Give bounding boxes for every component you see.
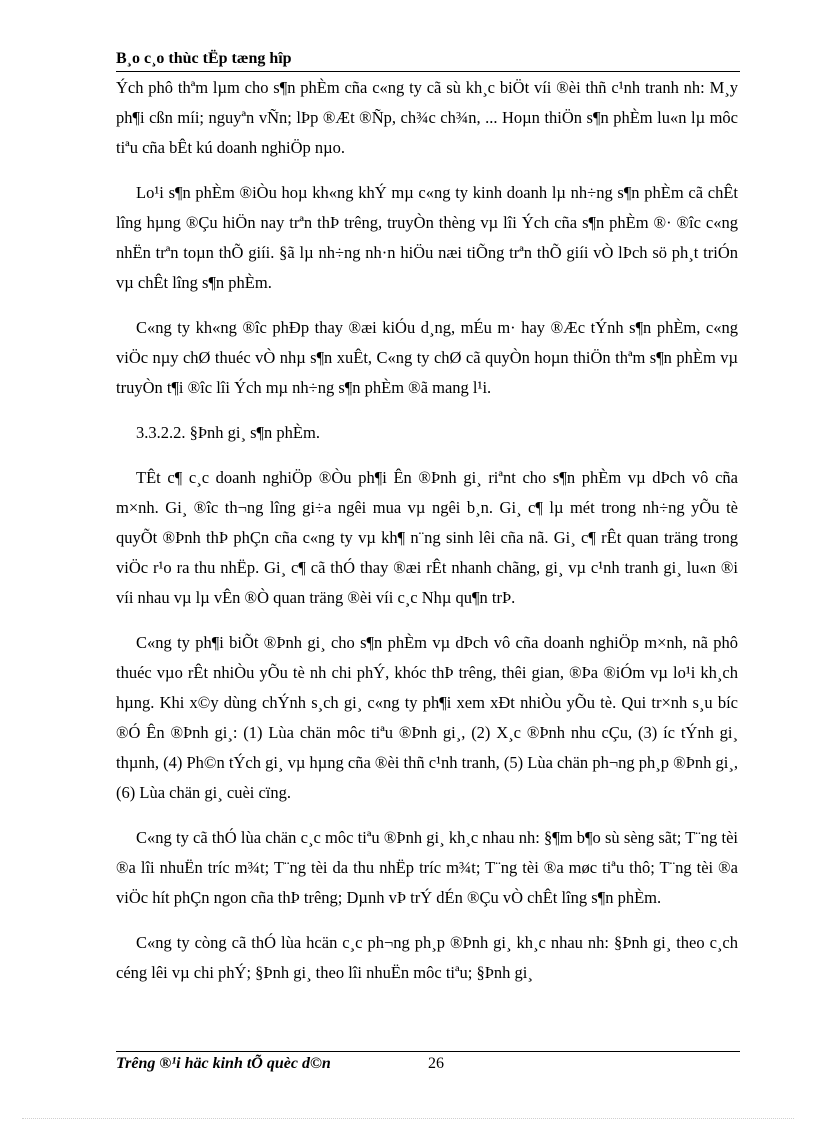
header-divider	[116, 71, 740, 72]
section-heading: 3.3.2.2. §Þnh gi¸ s¶n phÈm.	[136, 423, 320, 442]
document-body	[116, 73, 738, 1003]
paragraph: Lo¹i s¶n phÈm ®iÒu hoµ kh«ng khÝ mµ c«ng ty kinh doanh lµ nh÷ng s¶n phÈm cã chÊt lîng hµng ®Çu hiÖn nay trªn thÞ trêng, truyÒn thèng vµ lîi Ých cña s¶n phÈm ®· ®îc c«ng nhËn trªn toµn thÕ giíi. §ã lµ nh÷ng nh·n hiÖu næi tiÕng trªn thÕ giíi vÒ lÞch sö ph¸t triÓn vµ chÊt lîng s¶n phÈm.	[116, 183, 738, 292]
page-number: 26	[428, 1055, 444, 1072]
footer-divider	[116, 1051, 740, 1052]
footer-school-name: Trêng ®¹i häc kinh tÕ quèc d©n	[116, 1055, 331, 1072]
paragraph: TÊt c¶ c¸c doanh nghiÖp ®Òu ph¶i Ên ®Þnh gi¸ riªnt cho s¶n phÈm vµ dÞch vô cña m×nh. Gi¸ ®îc th¬ng lîng gi÷a ngêi mua vµ ngêi b¸n. Gi¸ c¶ lµ mét trong nh÷ng yÕu tè quyÕt ®Þnh thÞ phÇn cña c«ng ty vµ kh¶ n¨ng sinh lêi cña nã. Gi¸ c¶ rÊt quan träng trong viÖc r¹o ra thu nhËp. Gi¸ c¶ cã thÓ thay ®æi rÊt nhanh chãng, gi¸ vµ c¹nh tranh gi¸ lu«n ®i víi nhau vµ lµ vÊn ®Ò quan träng ®èi víi c¸c Nhµ qu¶n trÞ.	[116, 468, 738, 607]
paragraph: C«ng ty ph¶i biÕt ®Þnh gi¸ cho s¶n phÈm vµ dÞch vô cña doanh nghiÖp m×nh, nã phô thuéc vµo rÊt nhiÒu yÕu tè nh chi phÝ, khóc thÞ trêng, thêi gian, ®Þa ®iÓm vµ lo¹i kh¸ch hµng. Khi x©y dùng chÝnh s¸ch gi¸ c«ng ty ph¶i xem xÐt nhiÒu yÕu tè. Qui tr×nh s¸u bíc ®Ó Ên ®Þnh gi¸: (1) Lùa chän môc tiªu ®Þnh gi¸, (2) X¸c ®Þnh nhu cÇu, (3) íc tÝnh gi¸ thµnh, (4) Ph©n tÝch gi¸ vµ hµng cña ®èi thñ c¹nh tranh, (5) Lùa chän ph¬ng ph¸p ®Þnh gi¸, (6) Lùa chän gi¸ cuèi cïng.	[116, 633, 738, 802]
running-footer	[116, 1053, 738, 1075]
paragraph: C«ng ty còng cã thÓ lùa hcän c¸c ph¬ng ph¸p ®Þnh gi¸ kh¸c nhau nh: §Þnh gi¸ theo c¸ch céng lêi vµ chi phÝ; §Þnh gi¸ theo lîi nhuËn môc tiªu; §Þnh gi¸	[116, 933, 738, 982]
running-header: B¸o c¸o thùc tËp tæng hîp	[116, 50, 292, 67]
paragraph: Ých phô thªm lµm cho s¶n phÈm cña c«ng ty cã sù kh¸c biÖt víi ®èi thñ c¹nh tranh nh: M¸y ph¶i cßn míi; nguyªn vÑn; lÞp ®Æt ®Ñp, ch¾c ch¾n, ... Hoµn thiÖn s¶n phÈm lu«n lµ môc tiªu cña bÊt kú doanh nghiÖp nµo.	[116, 78, 738, 157]
paragraph: C«ng ty kh«ng ®îc phÐp thay ®æi kiÓu d¸ng, mÉu m· hay ®Æc tÝnh s¶n phÈm, c«ng viÖc nµy chØ thuéc vÒ nhµ s¶n xuÊt, C«ng ty chØ cã quyÒn hoµn thiÖn thªm s¶n phÈm vµ truyÒn t¶i ®îc lîi Ých mµ nh÷ng s¶n phÈm ®ã mang l¹i.	[116, 318, 738, 397]
page-edge-divider	[22, 1118, 794, 1119]
paragraph: C«ng ty cã thÓ lùa chän c¸c môc tiªu ®Þnh gi¸ kh¸c nhau nh: §¶m b¶o sù sèng sãt; T¨ng tèi ®a lîi nhuËn tríc m¾t; T¨ng tèi da thu nhËp tríc m¾t; T¨ng tèi ®a møc tiªu thô; T¨ng tèi ®a viÖc hít phÇn ngon cña thÞ trêng; Dµnh vÞ trÝ dÉn ®Çu vÒ chÊt lîng s¶n phÈm.	[116, 828, 738, 907]
